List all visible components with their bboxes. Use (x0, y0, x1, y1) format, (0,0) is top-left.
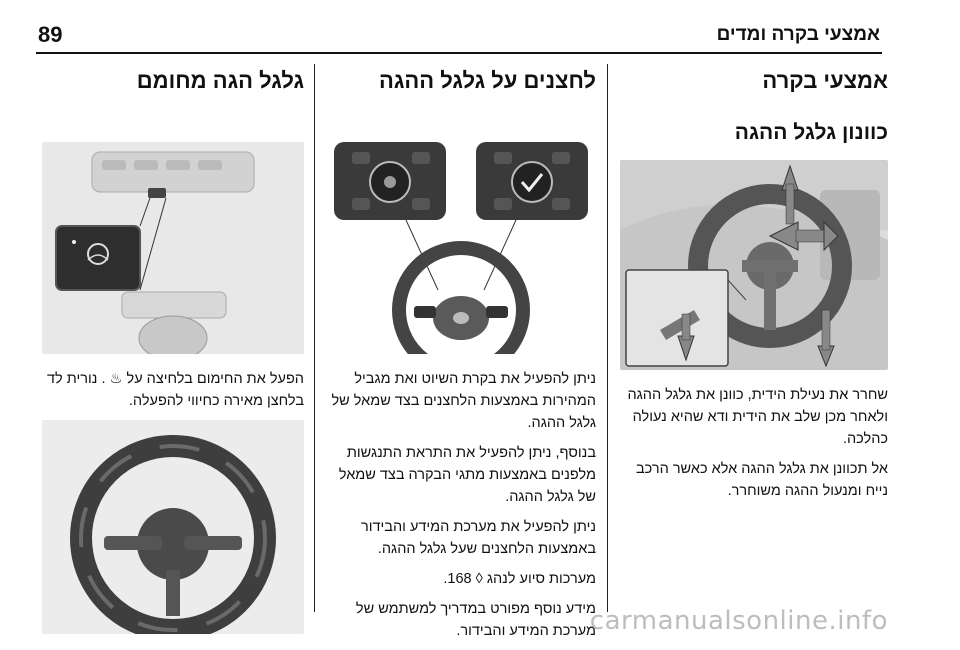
paragraph-more-info: מידע נוסף מפורט במדריך למשתמש של מערכת המידע והבידור. (355, 601, 596, 639)
paragraph-driver-assist-ref: מערכות סיוע לנהג ◊ 168. (443, 571, 596, 587)
page-number: 89 (38, 22, 63, 47)
column-divider-left (314, 64, 315, 612)
running-title: אמצעי בקרה ומדים (716, 24, 880, 45)
header-rule (36, 52, 882, 54)
section-title: אמצעי בקרה (762, 68, 888, 93)
heated-wheel-text-start: הפעל את החימום בלחיצה על (126, 371, 304, 387)
heated-steering-wheel-figure (42, 420, 304, 634)
heated-steering-button-figure (42, 142, 304, 354)
heated-steering-icon: ♨ (109, 371, 123, 387)
steering-wheel-adjustment-figure (620, 160, 888, 370)
column-divider-right (607, 64, 608, 612)
heated-wheel-text-end: . נורית לד בלחצן מאירה כחיווי להפעלה. (47, 371, 304, 409)
paragraph-release-lever: שחרר את נעילת הידית, כוונן את גלגל ההגה ולאחר מכן שלב את הידית ודא שהיא נעולה כהלכה. (627, 387, 888, 447)
middle-column-title: לחצנים על גלגל ההגה (378, 68, 596, 93)
watermark: carmanualsonline.info (589, 606, 888, 636)
paragraph-heated-wheel (34, 368, 304, 412)
paragraph-infotainment: ניתן להפעיל את מערכת המידע והבידור באמצעות הלחצנים שעל גלגל ההגה. (360, 519, 596, 557)
heated-wheel-title: גלגל הגה מחומם (136, 68, 304, 93)
column-right (620, 60, 888, 510)
page-header (0, 0, 960, 56)
column-middle (326, 60, 596, 650)
paragraph-cruise-control: ניתן להפעיל את בקרת השיוט ואת מגביל המהירות באמצעות הלחצנים בצד שמאל של גלגל ההגה. (331, 371, 596, 431)
steering-wheel-controls-figure (326, 142, 596, 354)
paragraph-adjust-warning: אל תכוונן את גלגל ההגה אלא כאשר הרכב נייח ומנעול ההגה משוחרר. (636, 461, 888, 499)
subsection-title-steering-adjust: כוונון גלגל ההגה (734, 121, 888, 144)
paragraph-collision-alert: בנוסף, ניתן להפעיל את התראת התנגשות מלפנים באמצעות מתגי הבקרה בצד שמאל של גלגל ההגה. (338, 445, 596, 505)
column-left (34, 60, 304, 634)
